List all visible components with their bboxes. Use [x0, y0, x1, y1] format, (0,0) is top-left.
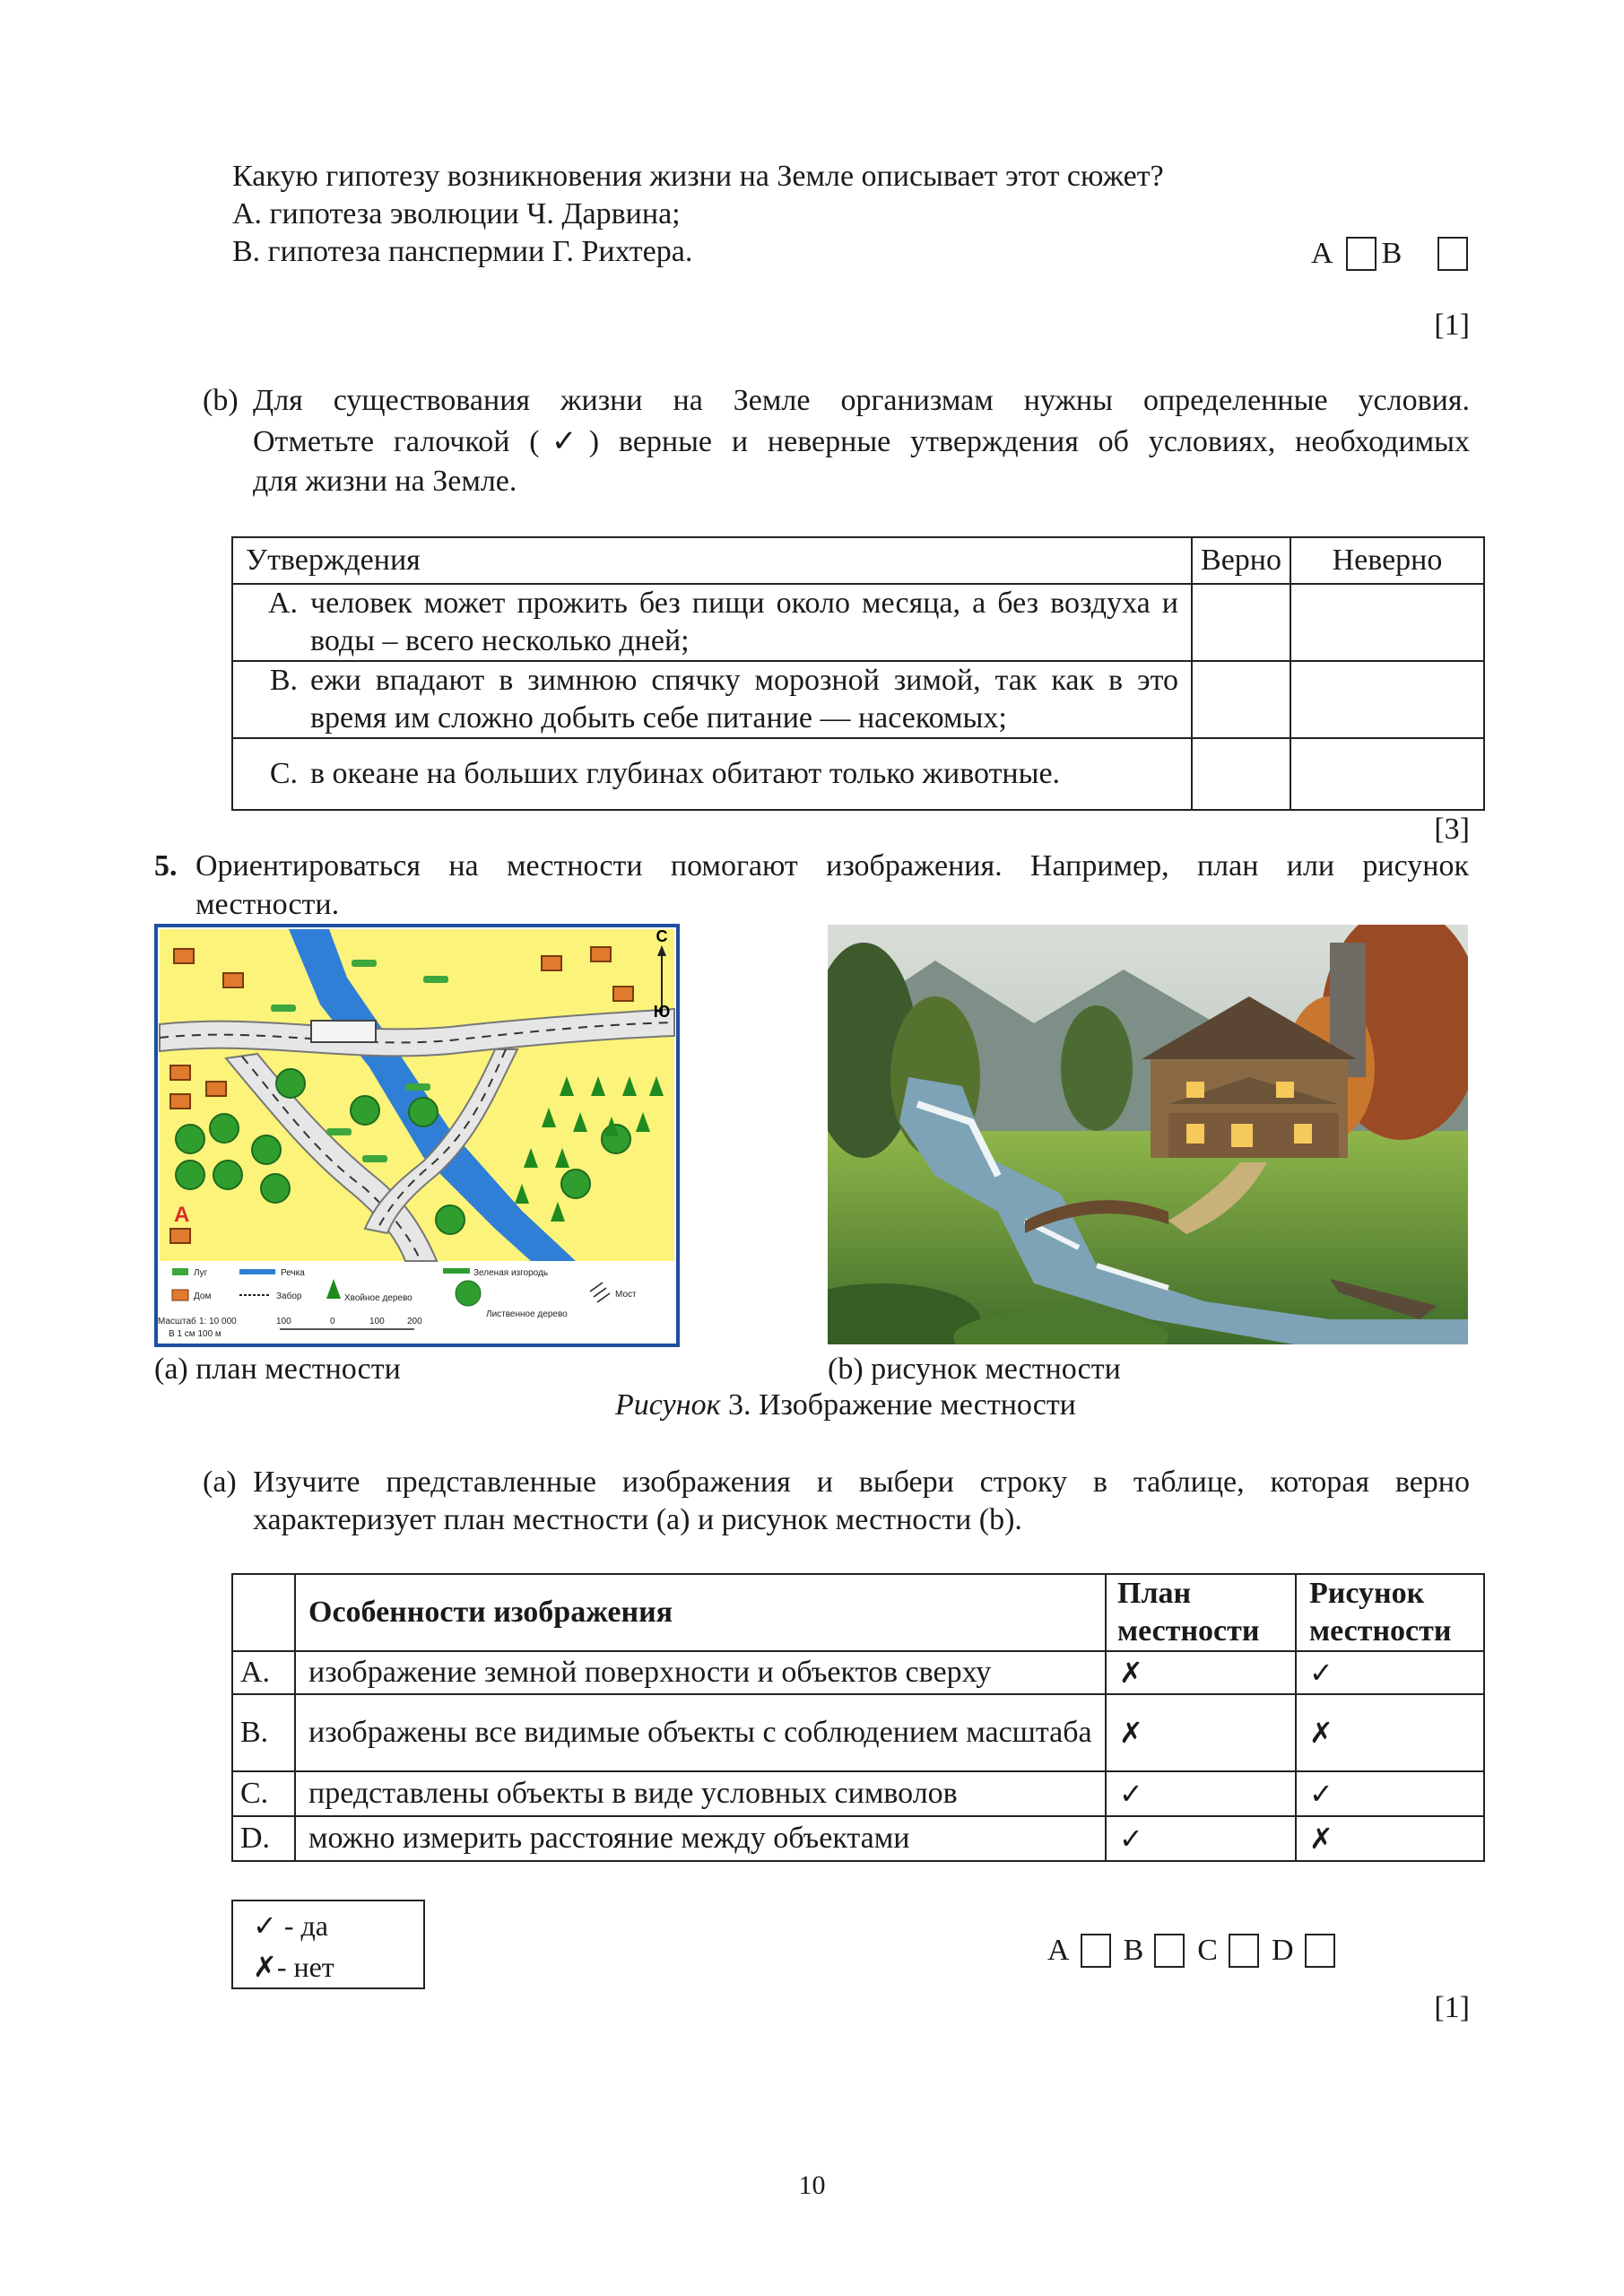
row-text: ежи впадают в зимнюю спячку морозной зимой, так как в это время им сложно добыть себе питание — насекомых;: [310, 664, 1178, 735]
figure-caption-rest: 3. Изображение местности: [720, 1388, 1076, 1422]
bridge: [311, 1021, 376, 1042]
legend-bridge: Мост: [615, 1290, 637, 1300]
terrain-plan-map: [154, 924, 680, 1347]
row-letter: C.: [232, 1771, 295, 1816]
conditions-table: [231, 536, 1485, 811]
q4a-option-b: В. гипотеза панспермии Г. Рихтера.: [232, 235, 693, 268]
row-text: представлены объекты в виде условных символов: [295, 1771, 1106, 1816]
q4b-score: [3]: [1434, 813, 1470, 846]
header-plan-line2: местности: [1117, 1614, 1260, 1648]
statement-cell: [232, 738, 1192, 810]
q4a-option-a: А. гипотеза эволюции Ч. Дарвина;: [232, 197, 681, 230]
header-picture-line2: местности: [1309, 1614, 1452, 1648]
legend-scale-text: В 1 см 100 м: [169, 1329, 221, 1339]
q4b-line2: Отметьте галочкой (✓) верные и неверные утверждения об условиях, необходимых: [253, 425, 1470, 458]
page-number: 10: [798, 2170, 826, 2200]
table-header-row: [232, 537, 1484, 584]
statement-cell: [232, 584, 1192, 661]
true-cell[interactable]: [1192, 661, 1290, 738]
header-picture-line1: Рисунок: [1309, 1577, 1425, 1610]
table-row: [232, 1651, 1484, 1694]
statement-cell: [232, 661, 1192, 738]
scale-tick: 0: [330, 1317, 335, 1326]
row-text: изображение земной поверхности и объектов сверху: [295, 1651, 1106, 1694]
answer-label-a: A: [1047, 1934, 1070, 1967]
row-letter: A.: [232, 1651, 295, 1694]
q5-answer-boxes: [1047, 1932, 1335, 1970]
q5-intro-line2: местности.: [195, 888, 340, 921]
scale-tick: 100: [276, 1317, 291, 1326]
q4a-question: Какую гипотезу возникновения жизни на Земле описывает этот сюжет?: [232, 160, 1164, 193]
q5-number: 5.: [154, 849, 178, 883]
q5a-label: (a): [203, 1465, 237, 1499]
legend-scale-label: Масштаб: [158, 1317, 196, 1326]
scale-tick: 200: [407, 1317, 422, 1326]
table-row: [232, 738, 1484, 810]
false-cell[interactable]: [1290, 584, 1484, 661]
scale-tick: 100: [369, 1317, 385, 1326]
q4b-line1: Для существования жизни на Земле организмам нужны определенные условия.: [253, 384, 1470, 417]
row-text: изображены все видимые объекты с соблюдением масштаба: [295, 1694, 1106, 1771]
legend-key-box: [231, 1900, 425, 1989]
table-row: [232, 1816, 1484, 1861]
row-letter: B.: [269, 664, 298, 697]
false-cell[interactable]: [1290, 661, 1484, 738]
table-row: [232, 584, 1484, 661]
picture-mark: ✗: [1296, 1694, 1484, 1771]
row-letter: D.: [232, 1816, 295, 1861]
header-plan-line1: План: [1117, 1577, 1192, 1610]
plan-mark: ✗: [1106, 1694, 1296, 1771]
answer-box-d[interactable]: [1305, 1934, 1335, 1968]
header-feature: Особенности изображения: [295, 1574, 1106, 1651]
key-yes: ✓ - да: [253, 1909, 328, 1942]
true-cell[interactable]: [1192, 584, 1290, 661]
south-label: Ю: [653, 1003, 671, 1021]
header-false: Неверно: [1290, 537, 1484, 584]
header-statement: Утверждения: [232, 537, 1192, 584]
caption-plan: (a) план местности: [154, 1352, 401, 1386]
answer-box-a[interactable]: [1346, 237, 1376, 271]
q5a-line1: Изучите представленные изображения и выбери строку в таблице, которая верно: [253, 1465, 1470, 1499]
table-row: [232, 661, 1484, 738]
caption-picture: (b) рисунок местности: [828, 1352, 1121, 1386]
row-text: можно измерить расстояние между объектами: [295, 1816, 1106, 1861]
answer-label-b: B: [1123, 1934, 1144, 1967]
false-cell[interactable]: [1290, 738, 1484, 810]
answer-label-a: А: [1311, 237, 1333, 270]
legend-deciduous: Лиственное дерево: [486, 1309, 568, 1319]
figure-prefix: Рисунок: [615, 1388, 721, 1422]
q4b-label: (b): [203, 384, 239, 417]
picture-mark: ✓: [1296, 1771, 1484, 1816]
q5-score: [1]: [1434, 1991, 1470, 2024]
header-true: Верно: [1192, 537, 1290, 584]
table-header-row: [232, 1574, 1484, 1651]
q4a-score: [1]: [1434, 309, 1470, 342]
plan-mark: ✓: [1106, 1771, 1296, 1816]
table-row: [232, 1694, 1484, 1771]
legend-meadow: Луг: [194, 1268, 208, 1278]
legend-fence: Забор: [276, 1292, 302, 1301]
legend-river: Речка: [281, 1268, 305, 1278]
north-label: С: [656, 927, 668, 945]
q5-intro-line1: Ориентироваться на местности помогают изображения. Например, план или рисунок: [195, 849, 1469, 883]
answer-box-b[interactable]: [1437, 237, 1468, 271]
q4a-answer-boxes: [1311, 235, 1468, 273]
header-empty: [232, 1574, 295, 1651]
figure-caption: [615, 1387, 1076, 1424]
answer-box-a[interactable]: [1081, 1934, 1111, 1968]
answer-label-c: C: [1197, 1934, 1218, 1967]
header-picture: [1296, 1574, 1484, 1651]
plan-mark: ✓: [1106, 1816, 1296, 1861]
plan-mark: ✗: [1106, 1651, 1296, 1694]
legend-conifer: Хвойное дерево: [344, 1293, 413, 1303]
answer-label-b: В: [1381, 237, 1403, 270]
row-letter: A.: [267, 587, 298, 620]
table-row: [232, 1771, 1484, 1816]
true-cell[interactable]: [1192, 738, 1290, 810]
key-no: ✗- нет: [253, 1951, 334, 1983]
q4b-line3: для жизни на Земле.: [253, 465, 517, 498]
row-text: человек может прожить без пищи около месяца, а без воздуха и воды – всего несколько дней;: [310, 587, 1178, 657]
answer-label-d: D: [1271, 1934, 1294, 1967]
point-a-label: А: [174, 1203, 190, 1227]
terrain-picture: [828, 925, 1468, 1344]
answer-box-c[interactable]: [1229, 1934, 1259, 1968]
legend-house: Дом: [194, 1292, 212, 1301]
legend-scale-ratio: 1: 10 000: [199, 1317, 237, 1326]
answer-box-b[interactable]: [1154, 1934, 1185, 1968]
row-letter: C.: [269, 757, 298, 790]
q5a-line2: характеризует план местности (а) и рисунок местности (b).: [253, 1503, 1022, 1536]
row-letter: B.: [232, 1694, 295, 1771]
row-text: в океане на больших глубинах обитают только животные.: [310, 757, 1061, 790]
picture-mark: ✗: [1296, 1816, 1484, 1861]
header-plan: [1106, 1574, 1296, 1651]
legend-hedge: Зеленая изгородь: [473, 1268, 549, 1278]
picture-mark: ✓: [1296, 1651, 1484, 1694]
features-table: [231, 1573, 1485, 1862]
